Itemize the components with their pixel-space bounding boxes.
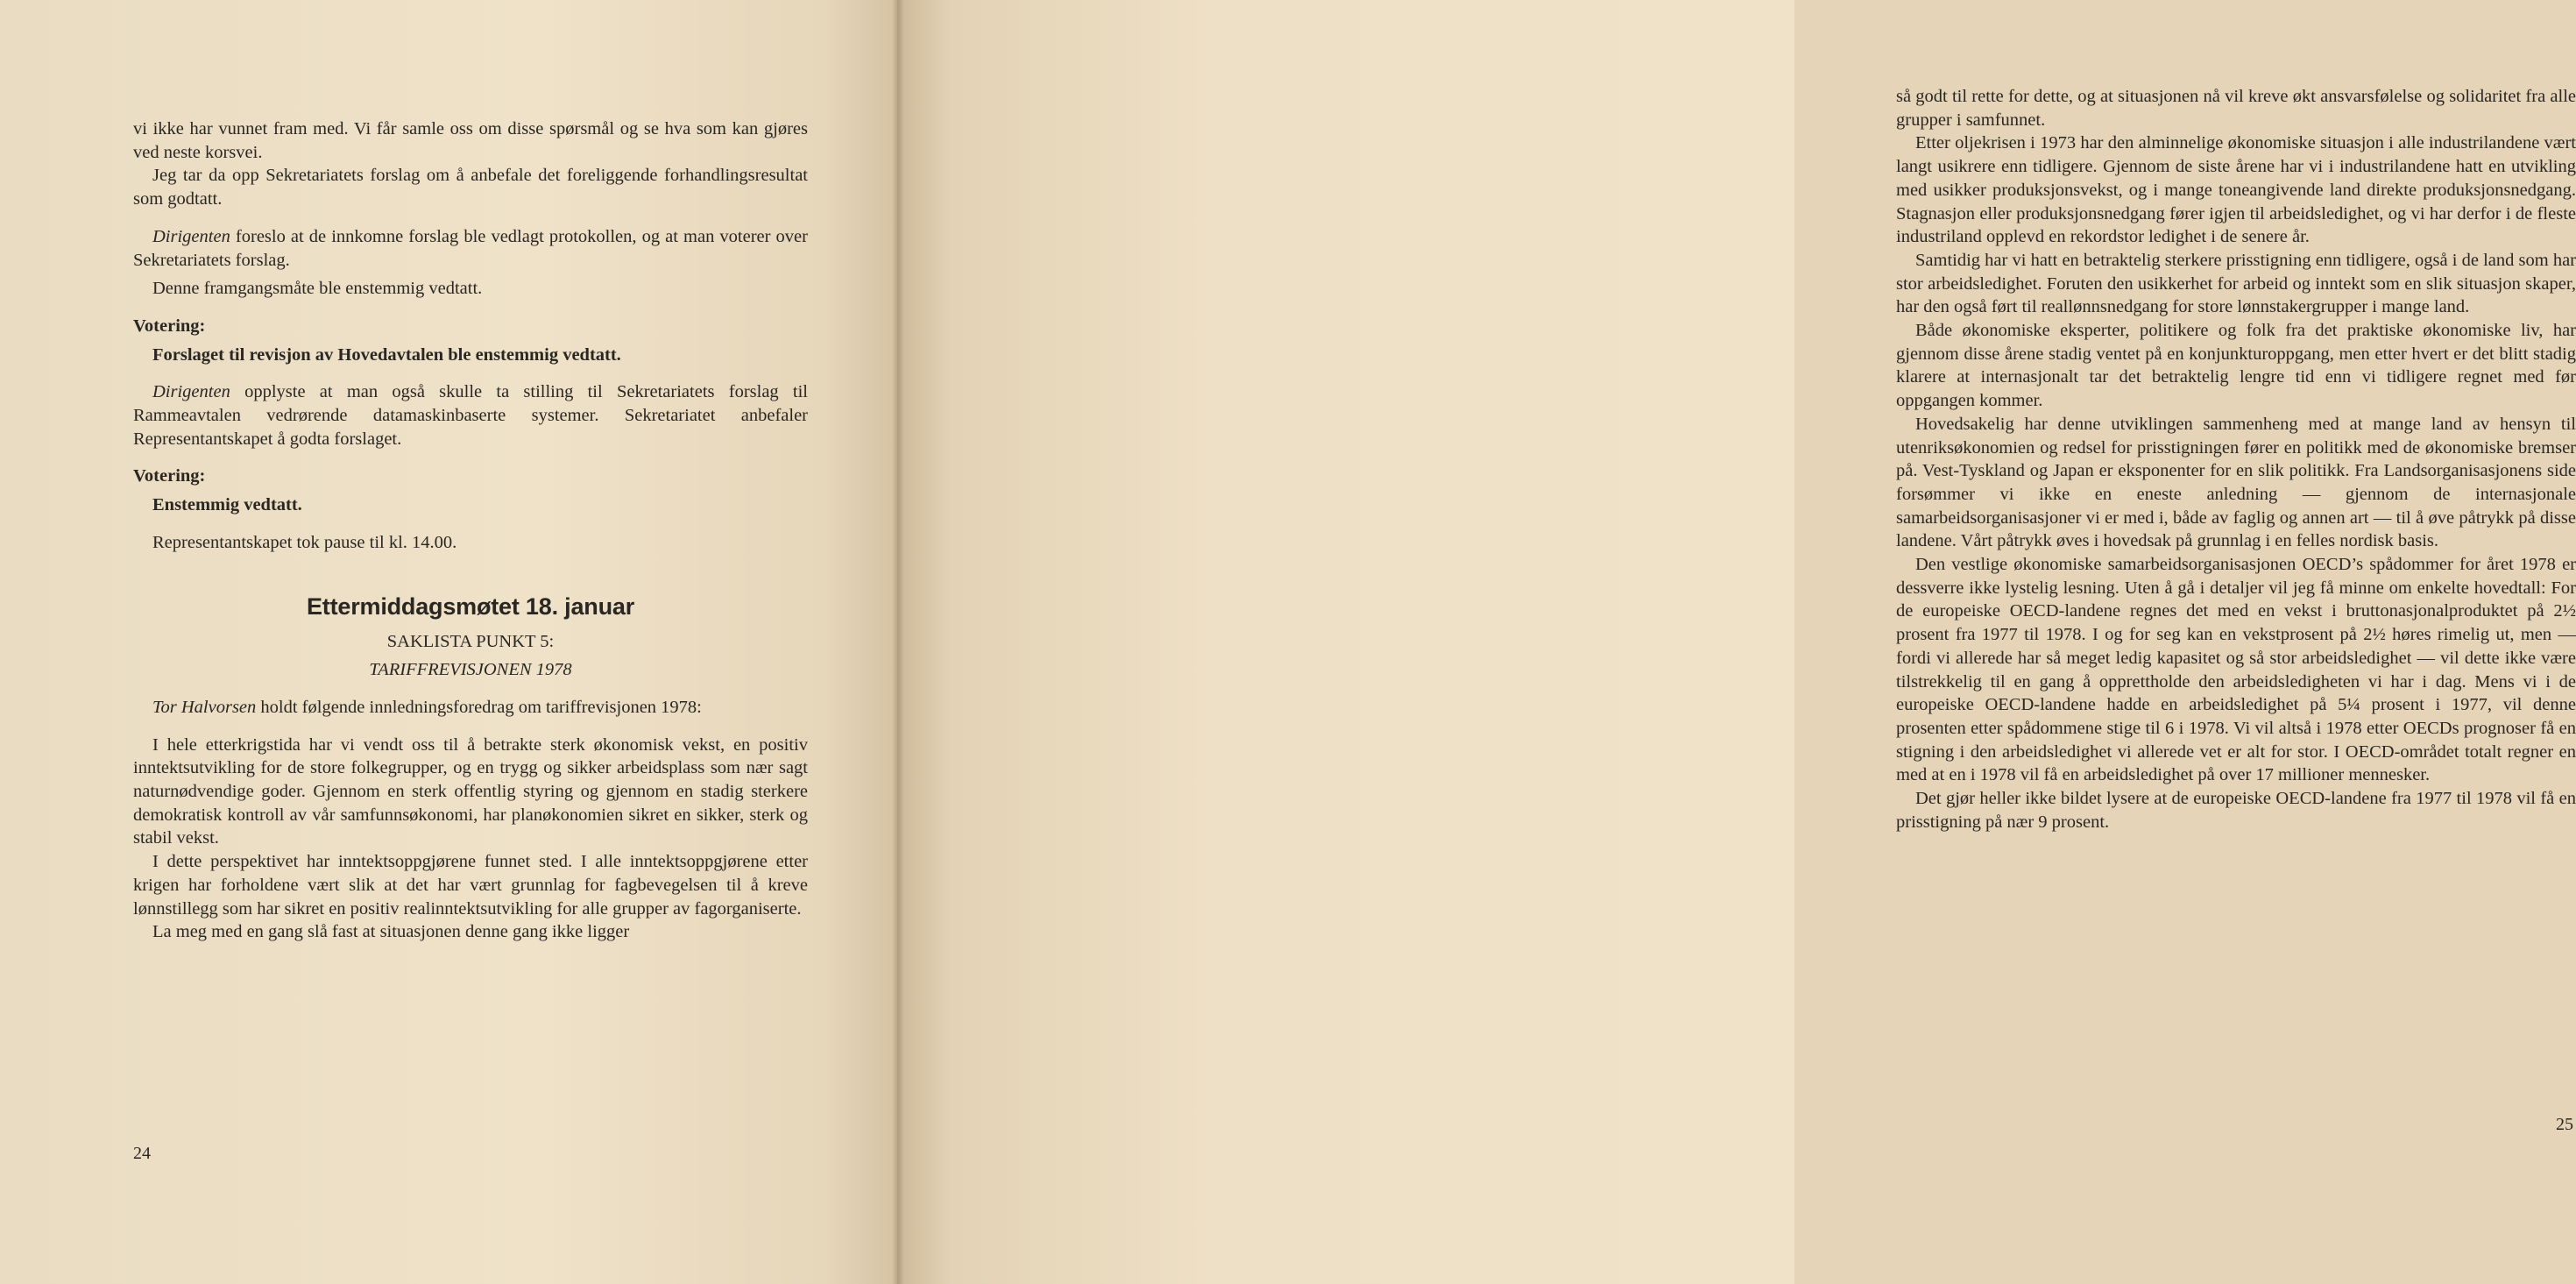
- right-page-text: [1896, 85, 2576, 834]
- left-page: [0, 0, 897, 1284]
- paragraph: vi ikke har vunnet fram med. Vi får samle oss om disse spørsmål og se hva som kan gjøres ved neste korsvei.: [133, 119, 808, 162]
- section-heading: Ettermiddagsmøtet 18. januar: [307, 592, 634, 620]
- left-page-text: [133, 117, 808, 944]
- page-number: 25: [2556, 1115, 2573, 1134]
- paragraph: Representantskapet tok pause til kl. 14.00.: [152, 532, 457, 552]
- paragraph-text: opplyste at man også skulle ta stilling til Sekretariatets forslag til Rammeavtalen vedrørende datamaskinbaserte systemer. Sekretariatet anbefaler Representantskapet å godta forslaget.: [133, 382, 808, 449]
- paragraph: Både økonomiske eksperter, politikere og folk fra det praktiske økonomiske liv, har gjennom disse årene stadig ventet på en konjunkturoppgang, men etter hvert er det blitt stadig klarere at internasjonalt tar det betraktelig lengre tid enn vi tidligere regnet med før oppgangen kommer.: [1896, 321, 2576, 411]
- votering-label: Votering:: [133, 316, 206, 336]
- paragraph: Den vestlige økonomiske samarbeidsorganisasjonen OECD’s spådommer for året 1978 er dessverre ikke lystelig lesning. Uten å gå i detaljer vil jeg få minne om enkelte hovedtall: For de europeiske OECD-landene regnes det med en vekst i bruttonasjonalproduktet på 2½ prosent fra 1977 til 1978. I og for seg kan en vekstprosent på 2½ høres rimelig ut, men — fordi vi allerede har så meget ledig kapasitet og så stor arbeidsledighet — vil dette ikke være tilstrekkelig til en gang å opprettholde den arbeidsledigheten vi har i dag. Mens vi i de europeiske OECD-landene hadde en arbeidsledighet på 5¼ prosent i 1977, vil denne prosenten etter spådommene stige til 6 i 1978. Vi vil altså i 1978 etter OECDs prognoser få en stigning i den arbeidsledighet vi allerede vet er alt for stor. I OECD-området totalt regner en med at en i 1978 vil få en arbeidsledighet på over 17 millioner mennesker.: [1896, 555, 2576, 785]
- paragraph: Etter oljekrisen i 1973 har den alminnelige økonomiske situasjon i alle industrilandene vært langt usikrere enn tidligere. Gjennom de siste årene har vi i industrilandene hatt en utvikling med usikker produksjonsvekst, og i mange toneangivende land direkte produksjonsnedgang. Stagnasjon eller produksjonsnedgang fører igjen til arbeidsledighet, og vi har derfor i de fleste industriland opplevd en rekordstor ledighet i de senere år.: [1896, 133, 2576, 247]
- agenda-item: SAKLISTA PUNKT 5:: [386, 631, 555, 651]
- book-gutter: [892, 0, 904, 1284]
- paragraph: Samtidig har vi hatt en betraktelig sterkere prisstigning enn tidligere, også i de land som har stor arbeidsledighet. Foruten den usikkerhet for arbeid og inntekt som en slik situasjon skaper, har den også ført til reallønnsnedgang for store lønnstakergrupper i mange land.: [1896, 250, 2576, 317]
- agenda-title: TARIFFREVISJONEN 1978: [369, 660, 572, 680]
- page-number: 24: [133, 1144, 151, 1163]
- vote-result: Enstemmig vedtatt.: [152, 495, 302, 515]
- paragraph: [133, 225, 808, 272]
- paragraph: Hovedsakelig har denne utviklingen sammenheng med at mange land av hensyn til utenriksøkonomien og redsel for prisstigningen fører en politikk med de økonomiske bremser på. Vest-Tyskland og Japan er eksponenter for en slik politikk. Fra Landsorganisasjonens side forsømmer vi ikke en eneste anledning — gjennom de internasjonale samarbeidsorganisasjoner vi er med i, både av faglig og annen art — til å øve påtrykk på disse landene. Vårt påtrykk øves i hovedsak på grunnlag i en felles nordisk basis.: [1896, 414, 2576, 551]
- paragraph: Denne framgangsmåte ble enstemmig vedtatt.: [152, 279, 483, 299]
- votering-label: Votering:: [133, 466, 206, 486]
- speaker-name: Tor Halvorsen: [152, 697, 257, 717]
- paragraph: Det gjør heller ikke bildet lysere at de europeiske OECD-landene fra 1977 til 1978 vil få en prisstigning på nær 9 prosent.: [1896, 789, 2576, 832]
- paragraph: I dette perspektivet har inntektsoppgjørene funnet sted. I alle inntektsoppgjørene etter krigen har forholdene vært slik at det har vært grunnlag for fagbevegelsen til å kreve lønnstillegg som har sikret en positiv realinntektsutvikling for alle grupper av fagorganiserte.: [133, 852, 808, 919]
- paragraph: så godt til rette for dette, og at situasjonen nå vil kreve økt ansvarsfølelse og solidaritet fra alle grupper i samfunnet.: [1896, 87, 2576, 130]
- paragraph: [133, 380, 808, 450]
- paragraph: La meg med en gang slå fast at situasjonen denne gang ikke ligger: [152, 922, 630, 942]
- paragraph-text: holdt følgende innledningsforedrag om tariffrevisjonen 1978:: [256, 697, 702, 717]
- paragraph-text: foreslo at de innkomne forslag ble vedlagt protokollen, og at man voterer over Sekretariatets forslag.: [133, 226, 808, 270]
- paragraph: I hele etterkrigstida har vi vendt oss til å betrakte sterk økonomisk vekst, en positiv inntektsutvikling for de store folkegrupper, og en trygg og sikker arbeidsplass som nær sagt naturnødvendige goder. Gjennom en sterk offentlig styring og gjennom en stadig sterkere demokratisk kontroll av vår samfunnsøkonomi, har planøkonomien sikret en sikker, sterk og stabil vekst.: [133, 734, 808, 848]
- speaker-name: Dirigenten: [152, 226, 230, 246]
- vote-result: Forslaget til revisjon av Hovedavtalen ble enstemmig vedtatt.: [152, 344, 621, 365]
- right-page: [897, 0, 2576, 1284]
- paragraph: [133, 696, 808, 720]
- speaker-name: Dirigenten: [152, 382, 230, 402]
- paragraph: Jeg tar da opp Sekretariatets forslag om å anbefale det foreliggende forhandlingsresultat som godtatt.: [133, 166, 808, 209]
